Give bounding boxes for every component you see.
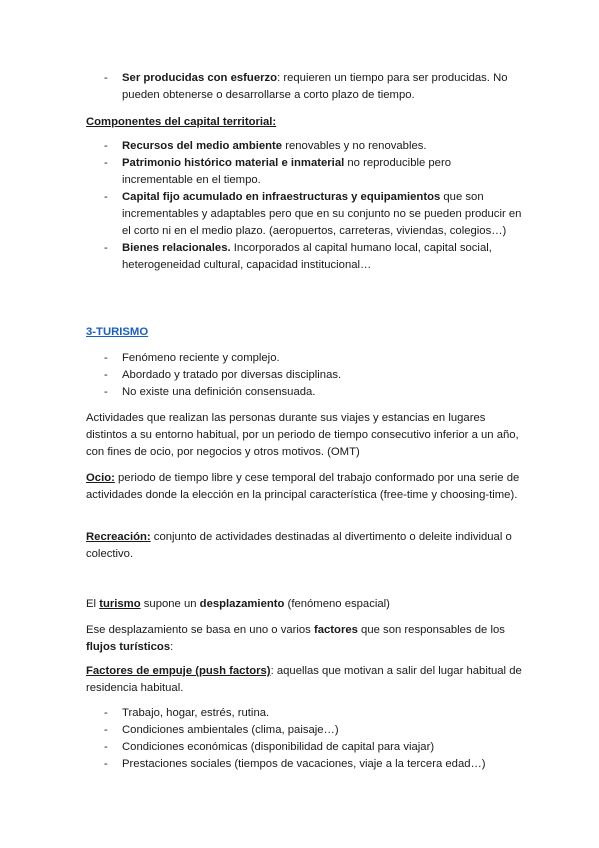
list-item: - Abordado y tratado por diversas disciplinas. — [104, 367, 524, 384]
push-factors-paragraph: Factores de empuje (push factors): aquellas que motivan a salir del lugar habitual de residencia habitual. — [86, 665, 522, 694]
turismo-definition: Actividades que realizan las personas durante sus viajes y estancias en lugares distintos a su entorno habitual, por un periodo de tiempo consecutivo inferior a un año, con fines de ocio, por negocios y otros motivos. (OMT) — [86, 412, 519, 458]
list-item: - Patrimonio histórico material e inmaterial no reproducible pero incrementable en el tiempo. — [104, 155, 524, 189]
list-item: - Ser producidas con esfuerzo: requieren un tiempo para ser producidas. No pueden obtenerse o desarrollarse a corto plazo de tiempo. — [104, 70, 524, 104]
list-item: - Prestaciones sociales (tiempos de vacaciones, viaje a la tercera edad…) — [104, 756, 524, 773]
list-item: - Fenómeno reciente y complejo. — [104, 350, 524, 367]
list-item: - Bienes relacionales. Incorporados al capital humano local, capital social, heterogeneidad cultural, capacidad institucional… — [104, 240, 524, 274]
turismo-heading[interactable]: 3-TURISMO — [86, 326, 149, 338]
list-item: - Recursos del medio ambiente renovables y no renovables. — [104, 138, 524, 155]
push-factors-list — [104, 705, 524, 773]
componentes-heading: Componentes del capital territorial: — [86, 116, 277, 128]
top-list — [104, 70, 524, 104]
turismo-list — [104, 350, 524, 401]
list-item: - Capital fijo acumulado en infraestructuras y equipamientos que son incrementables y adaptables pero que en su conjunto no se pueden producir en el corto ni en el medio plazo. (aeropuertos, carreteras, viviendas, colegios…) — [104, 189, 524, 240]
factores-paragraph: Ese desplazamiento se basa en uno o varios factores que son responsables de los flujos turísticos: — [86, 624, 505, 653]
recreacion-paragraph: Recreación: conjunto de actividades destinadas al divertimento o deleite individual o colectivo. — [86, 531, 512, 560]
ocio-paragraph: Ocio: periodo de tiempo libre y cese temporal del trabajo conformado por una serie de actividades donde la elección en la principal característica (free-time y choosing-time). — [86, 472, 520, 501]
list-item: - Condiciones ambientales (clima, paisaje…) — [104, 722, 524, 739]
list-item: - Trabajo, hogar, estrés, rutina. — [104, 705, 524, 722]
componentes-list — [104, 138, 524, 274]
desplazamiento-paragraph: El turismo supone un desplazamiento (fenómeno espacial) — [86, 598, 390, 610]
list-item: - No existe una definición consensuada. — [104, 384, 524, 401]
list-item: - Condiciones económicas (disponibilidad de capital para viajar) — [104, 739, 524, 756]
